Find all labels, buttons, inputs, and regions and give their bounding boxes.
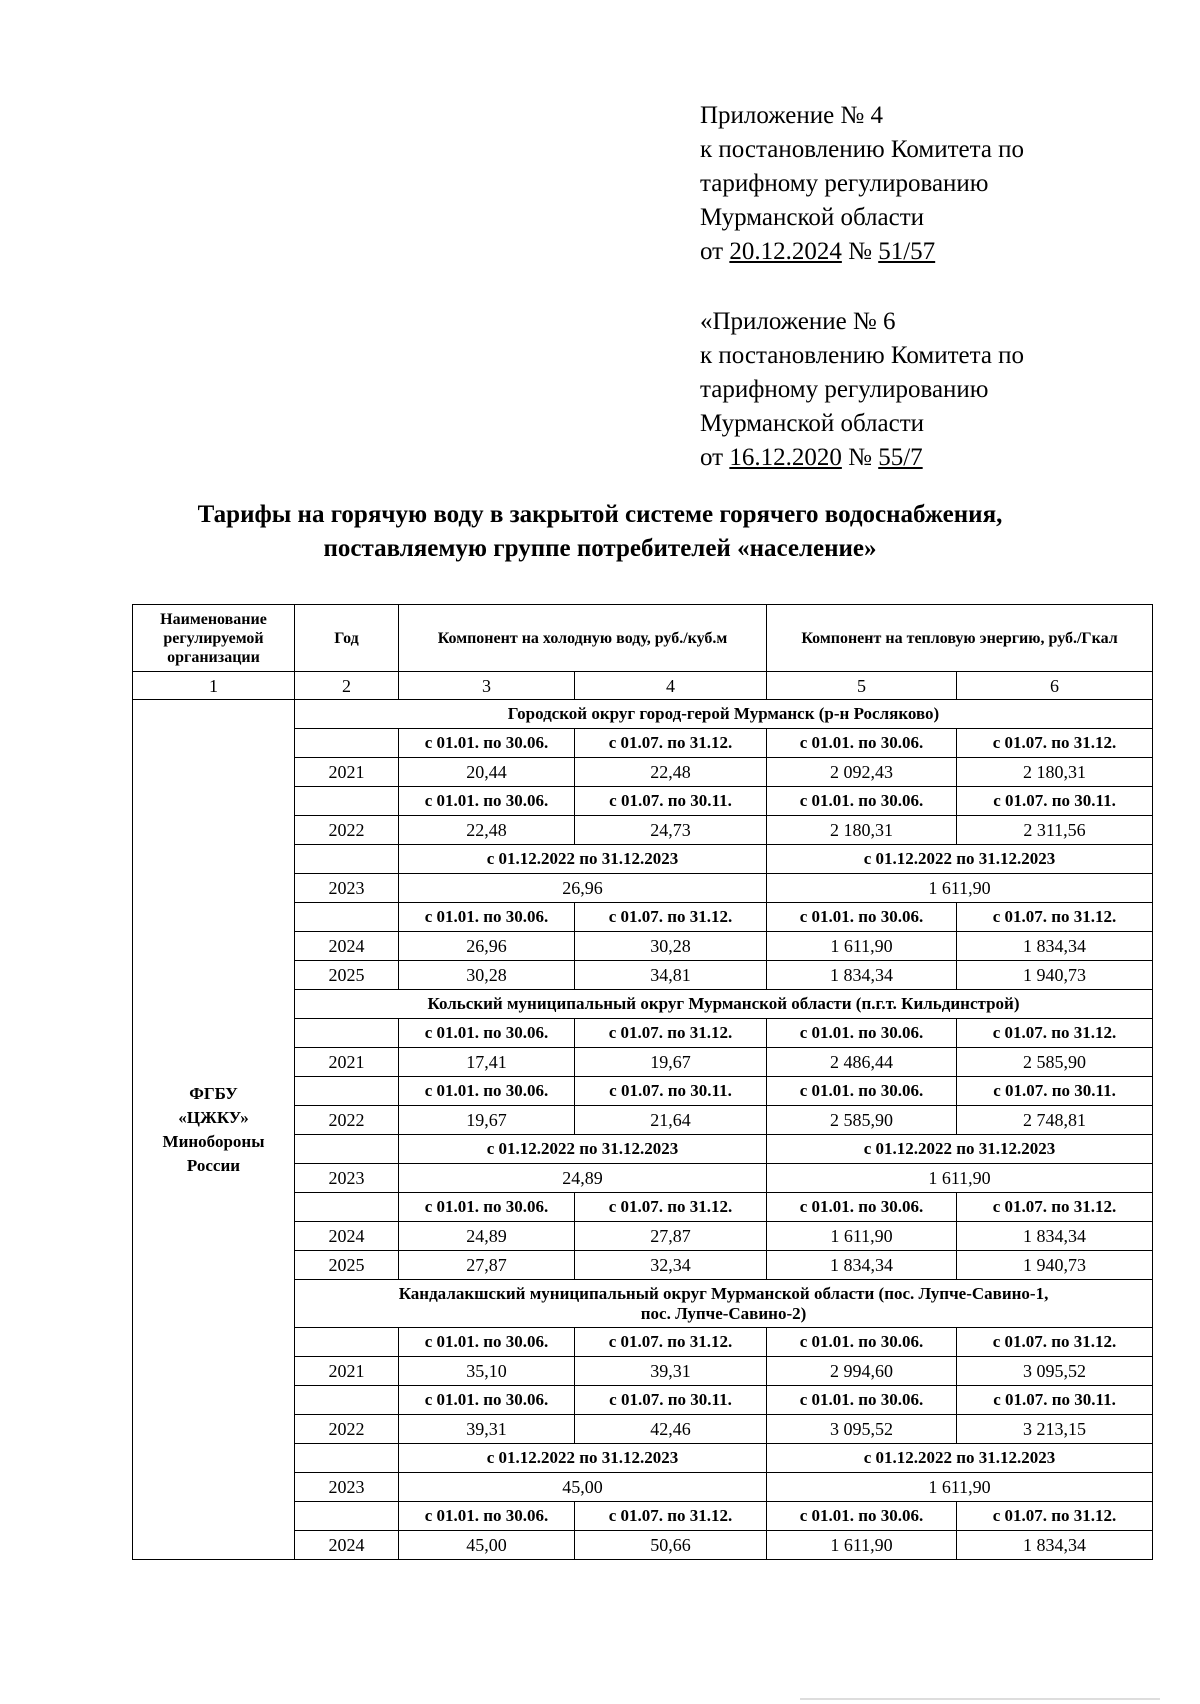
- table-cell: 2 486,44: [767, 1048, 957, 1077]
- table-cell: 1 611,90: [767, 1222, 957, 1251]
- table-cell: с 01.01. по 30.06.: [399, 1502, 575, 1531]
- table-cell: 3 213,15: [957, 1415, 1153, 1444]
- table-cell: 3 095,52: [957, 1357, 1153, 1386]
- appendix-4-line3: тарифному регулированию: [700, 170, 989, 197]
- table-cell: с 01.01. по 30.06.: [767, 1328, 957, 1357]
- table-cell: 32,34: [575, 1251, 767, 1280]
- appendix-6-line4: Мурманской области: [700, 410, 925, 437]
- table-cell: с 01.07. по 31.12.: [957, 1328, 1153, 1357]
- table-cell: с 01.01. по 30.06.: [767, 1502, 957, 1531]
- table-cell: 2 092,43: [767, 758, 957, 787]
- table-cell: с 01.07. по 31.12.: [575, 1502, 767, 1531]
- table-cell: 2 180,31: [957, 758, 1153, 787]
- table-cell: 39,31: [399, 1415, 575, 1444]
- appendix-6-line2: к постановлению Комитета по: [700, 342, 1025, 369]
- table-cell: 2 311,56: [957, 816, 1153, 845]
- table-cell: 24,89: [399, 1222, 575, 1251]
- org-name: ФГБУ «ЦЖКУ» Минобороны России: [133, 700, 295, 1560]
- table-cell: 2021: [295, 1048, 399, 1077]
- table-cell: с 01.07. по 30.11.: [575, 1386, 767, 1415]
- table-cell: 1 611,90: [767, 874, 1153, 903]
- table-cell: с 01.01. по 30.06.: [767, 1193, 957, 1222]
- table-cell: 19,67: [575, 1048, 767, 1077]
- table-cell: 17,41: [399, 1048, 575, 1077]
- table-cell: с 01.01. по 30.06.: [767, 1386, 957, 1415]
- table-cell: 1 940,73: [957, 1251, 1153, 1280]
- table-cell: с 01.07. по 31.12.: [575, 729, 767, 758]
- table-cell: [295, 729, 399, 758]
- table-cell: [295, 1135, 399, 1164]
- table-cell: [295, 1502, 399, 1531]
- header-org: Наименование регулируемой организации: [133, 605, 295, 672]
- section-title: Кольский муниципальный округ Мурманской области (п.г.т. Кильдинстрой): [295, 990, 1153, 1019]
- table-cell: 2023: [295, 1164, 399, 1193]
- table-cell: 2023: [295, 874, 399, 903]
- table-cell: 2 180,31: [767, 816, 957, 845]
- appendix-6-block: [700, 305, 1170, 475]
- appendix-6-line3: тарифному регулированию: [700, 376, 989, 403]
- table-cell: 27,87: [399, 1251, 575, 1280]
- col-num: 5: [767, 672, 957, 700]
- table-cell: с 01.01. по 30.06.: [399, 729, 575, 758]
- table-cell: 2021: [295, 758, 399, 787]
- table-cell: 1 834,34: [957, 932, 1153, 961]
- table-cell: 22,48: [399, 816, 575, 845]
- table-cell: [295, 787, 399, 816]
- table-cell: 2 585,90: [767, 1106, 957, 1135]
- document-title-line2: поставляемую группе потребителей «население»: [323, 535, 877, 562]
- appendix-6-date-line: от 16.12.2020 № 55/7: [700, 444, 923, 471]
- col-num: 1: [133, 672, 295, 700]
- table-cell: с 01.07. по 30.11.: [957, 787, 1153, 816]
- table-cell: [295, 1386, 399, 1415]
- table-cell: 2022: [295, 816, 399, 845]
- table-cell: 2025: [295, 1251, 399, 1280]
- table-cell: 24,89: [399, 1164, 767, 1193]
- table-cell: с 01.12.2022 по 31.12.2023: [767, 1444, 1153, 1473]
- table-cell: с 01.01. по 30.06.: [767, 1019, 957, 1048]
- table-cell: с 01.07. по 30.11.: [957, 1077, 1153, 1106]
- table-cell: [295, 1193, 399, 1222]
- table-cell: с 01.01. по 30.06.: [399, 1193, 575, 1222]
- table-cell: 2023: [295, 1473, 399, 1502]
- table-cell: с 01.07. по 30.11.: [575, 1077, 767, 1106]
- table-cell: 42,46: [575, 1415, 767, 1444]
- table-cell: с 01.12.2022 по 31.12.2023: [399, 1135, 767, 1164]
- table-cell: 2024: [295, 932, 399, 961]
- table-cell: [295, 903, 399, 932]
- table-cell: с 01.07. по 31.12.: [575, 1019, 767, 1048]
- appendix-6-number: 55/7: [878, 444, 923, 471]
- table-cell: с 01.07. по 30.11.: [575, 787, 767, 816]
- table-cell: 2022: [295, 1106, 399, 1135]
- header-cold-water: Компонент на холодную воду, руб./куб.м: [399, 605, 767, 672]
- table-cell: 2021: [295, 1357, 399, 1386]
- table-cell: с 01.12.2022 по 31.12.2023: [399, 1444, 767, 1473]
- appendix-4-block: [700, 99, 1170, 269]
- appendix-4-date: 20.12.2024: [729, 238, 842, 265]
- table-cell: с 01.07. по 30.11.: [957, 1386, 1153, 1415]
- table-cell: с 01.12.2022 по 31.12.2023: [767, 1135, 1153, 1164]
- table-cell: 21,64: [575, 1106, 767, 1135]
- table-cell: 1 611,90: [767, 932, 957, 961]
- document-title-line1: Тарифы на горячую воду в закрытой системе горячего водоснабжения,: [197, 501, 1003, 528]
- table-cell: 1 611,90: [767, 1473, 1153, 1502]
- table-cell: с 01.01. по 30.06.: [399, 1019, 575, 1048]
- scan-edge-mark: [800, 1698, 1160, 1700]
- table-cell: с 01.07. по 31.12.: [957, 1019, 1153, 1048]
- table-cell: с 01.01. по 30.06.: [399, 903, 575, 932]
- table-cell: 1 834,34: [767, 961, 957, 990]
- table-cell: с 01.01. по 30.06.: [767, 729, 957, 758]
- table-cell: 19,67: [399, 1106, 575, 1135]
- table-cell: с 01.01. по 30.06.: [399, 787, 575, 816]
- table-cell: [295, 1077, 399, 1106]
- table-cell: 35,10: [399, 1357, 575, 1386]
- table-cell: с 01.07. по 31.12.: [957, 903, 1153, 932]
- table-cell: 30,28: [399, 961, 575, 990]
- table-cell: 30,28: [575, 932, 767, 961]
- tariff-table: [132, 604, 1153, 1560]
- appendix-4-line2: к постановлению Комитета по: [700, 136, 1025, 163]
- table-cell: [295, 845, 399, 874]
- table-cell: с 01.07. по 31.12.: [957, 729, 1153, 758]
- table-cell: с 01.07. по 31.12.: [575, 1193, 767, 1222]
- table-cell: 22,48: [575, 758, 767, 787]
- table-cell: 50,66: [575, 1531, 767, 1560]
- section-title: Городской округ город-герой Мурманск (р-н Росляково): [295, 700, 1153, 729]
- table-cell: [295, 1328, 399, 1357]
- table-cell: 39,31: [575, 1357, 767, 1386]
- table-cell: 2024: [295, 1222, 399, 1251]
- col-num: 4: [575, 672, 767, 700]
- table-cell: с 01.12.2022 по 31.12.2023: [767, 845, 1153, 874]
- table-cell: 1 834,34: [957, 1222, 1153, 1251]
- table-cell: с 01.12.2022 по 31.12.2023: [399, 845, 767, 874]
- table-cell: 27,87: [575, 1222, 767, 1251]
- table-cell: 1 834,34: [957, 1531, 1153, 1560]
- table-cell: 26,96: [399, 932, 575, 961]
- table-cell: 2024: [295, 1531, 399, 1560]
- table-cell: с 01.07. по 31.12.: [957, 1502, 1153, 1531]
- table-cell: 24,73: [575, 816, 767, 845]
- table-cell: с 01.01. по 30.06.: [399, 1328, 575, 1357]
- table-cell: 2 585,90: [957, 1048, 1153, 1077]
- table-cell: 2022: [295, 1415, 399, 1444]
- col-num: 2: [295, 672, 399, 700]
- col-num: 3: [399, 672, 575, 700]
- table-cell: 1 611,90: [767, 1531, 957, 1560]
- col-num: 6: [957, 672, 1153, 700]
- appendix-4-line4: Мурманской области: [700, 204, 925, 231]
- table-cell: 2025: [295, 961, 399, 990]
- table-cell: 2 994,60: [767, 1357, 957, 1386]
- table-cell: 26,96: [399, 874, 767, 903]
- section-title: Кандалакшский муниципальный округ Мурманской области (пос. Лупче-Савино-1, пос. Лупче-Савино-2): [295, 1280, 1153, 1328]
- header-heat-energy: Компонент на тепловую энергию, руб./Гкал: [767, 605, 1153, 672]
- appendix-6-line1: «Приложение № 6: [700, 308, 896, 335]
- document-title: [0, 498, 1200, 566]
- table-cell: [295, 1444, 399, 1473]
- table-cell: с 01.01. по 30.06.: [399, 1077, 575, 1106]
- table-cell: с 01.07. по 31.12.: [957, 1193, 1153, 1222]
- table-cell: 3 095,52: [767, 1415, 957, 1444]
- header-year: Год: [295, 605, 399, 672]
- table-cell: с 01.01. по 30.06.: [767, 903, 957, 932]
- appendix-4-line1: Приложение № 4: [700, 102, 884, 129]
- table-cell: 45,00: [399, 1531, 575, 1560]
- table-cell: 34,81: [575, 961, 767, 990]
- table-cell: с 01.01. по 30.06.: [399, 1386, 575, 1415]
- appendix-6-date: 16.12.2020: [729, 444, 842, 471]
- appendix-4-number: 51/57: [878, 238, 936, 265]
- table-cell: с 01.01. по 30.06.: [767, 787, 957, 816]
- table-cell: 1 834,34: [767, 1251, 957, 1280]
- table-cell: 1 611,90: [767, 1164, 1153, 1193]
- appendix-4-date-line: от 20.12.2024 № 51/57: [700, 238, 936, 265]
- table-cell: 45,00: [399, 1473, 767, 1502]
- table-cell: с 01.01. по 30.06.: [767, 1077, 957, 1106]
- table-cell: [295, 1019, 399, 1048]
- table-cell: 20,44: [399, 758, 575, 787]
- table-cell: с 01.07. по 31.12.: [575, 1328, 767, 1357]
- table-cell: 1 940,73: [957, 961, 1153, 990]
- table-cell: 2 748,81: [957, 1106, 1153, 1135]
- table-cell: с 01.07. по 31.12.: [575, 903, 767, 932]
